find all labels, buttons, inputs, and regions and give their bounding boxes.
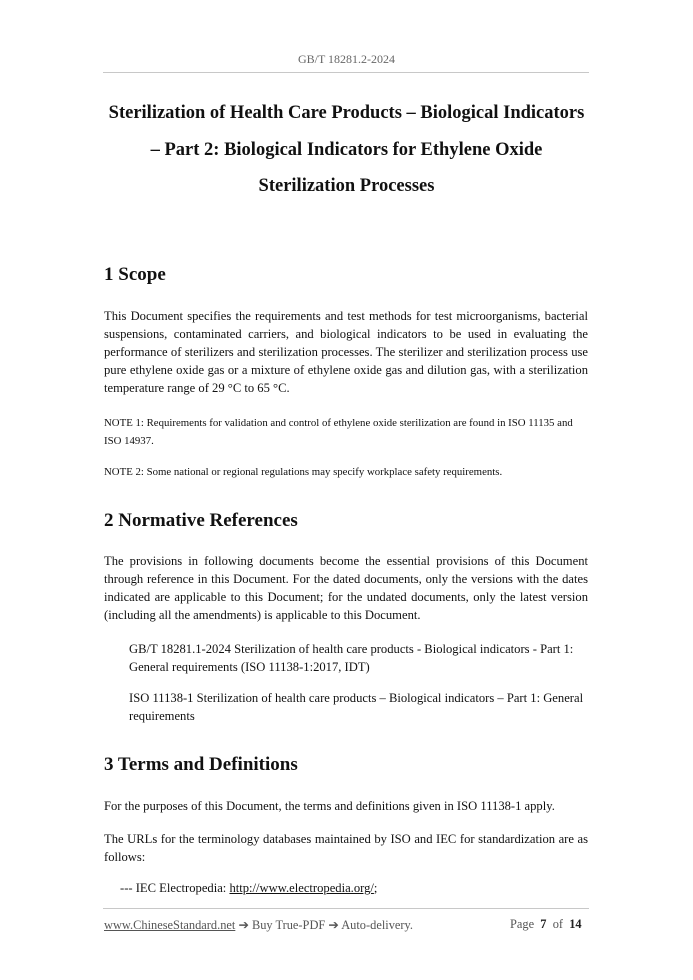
arrow-right-icon: ➔ <box>328 918 339 932</box>
section-heading-terms-definitions: 3 Terms and Definitions <box>104 754 298 775</box>
footer-site-link[interactable]: www.ChineseStandard.net <box>104 918 236 932</box>
page-of-label: of <box>552 917 564 931</box>
terminology-list-item <box>120 879 377 897</box>
arrow-right-icon: ➔ <box>238 918 249 932</box>
references-paragraph: The provisions in following documents become the essential provisions of this Document through reference in this Document. For the dated documents, only the versions with the dates indicated are applicable to this Document; for the undated documents, only the latest version (including all the amendments) is applicable to this Document. <box>104 554 588 622</box>
electropedia-link[interactable]: http://www.electropedia.org/ <box>229 881 374 895</box>
terminology-item-label: --- IEC Electropedia: <box>120 881 230 895</box>
scope-note-1: NOTE 1: Requirements for validation and control of ethylene oxide sterilization are found in ISO 11135 and ISO 14937. <box>104 417 573 447</box>
header-divider <box>103 72 589 73</box>
terminology-item-suffix: ; <box>373 881 378 895</box>
scope-paragraph: This Document specifies the requirements and test methods for test microorganisms, bacterial suspensions, contaminated carriers, and biological indicators to be used in evaluating the performance of sterilizers and sterilization processes. The sterilizer and sterilization process use pure ethylene oxide gas or a mixture of ethylene oxide gas and dilution gas, with a sterilization temperature range of 29 °C to 65 °C. <box>104 309 588 395</box>
reference-item: GB/T 18281.1-2024 Sterilization of health care products - Biological indicators - Part 1: General requirements (ISO 11138-1:2017, IDT) <box>129 642 574 674</box>
section-heading-normative-references: 2 Normative References <box>104 510 298 531</box>
document-code-header: GB/T 18281.2-2024 <box>297 52 396 66</box>
scope-note-2: NOTE 2: Some national or regional regulations may specify workplace safety requirements. <box>104 466 503 478</box>
page-number <box>510 917 582 932</box>
page-total: 14 <box>569 917 582 931</box>
reference-item: ISO 11138-1 Sterilization of health care products – Biological indicators – Part 1: General requirements <box>129 691 584 723</box>
footer-divider <box>103 908 589 909</box>
page-current: 7 <box>540 917 547 931</box>
terms-paragraph-2: The URLs for the terminology databases maintained by ISO and IEC for standardization are as follows: <box>104 832 588 864</box>
document-title-line-3: Sterilization Processes <box>258 176 435 196</box>
footer-promo <box>104 917 413 933</box>
footer-buy-text: Buy True-PDF <box>251 918 326 932</box>
page-label: Page <box>510 917 535 931</box>
document-title-line-2: – Part 2: Biological Indicators for Ethylene Oxide <box>150 140 543 160</box>
document-title-line-1: Sterilization of Health Care Products – Biological Indicators <box>108 103 585 123</box>
footer-delivery-text: Auto-delivery. <box>341 918 414 932</box>
terms-paragraph-1: For the purposes of this Document, the terms and definitions given in ISO 11138-1 apply. <box>104 799 555 813</box>
section-heading-scope: 1 Scope <box>104 264 166 285</box>
